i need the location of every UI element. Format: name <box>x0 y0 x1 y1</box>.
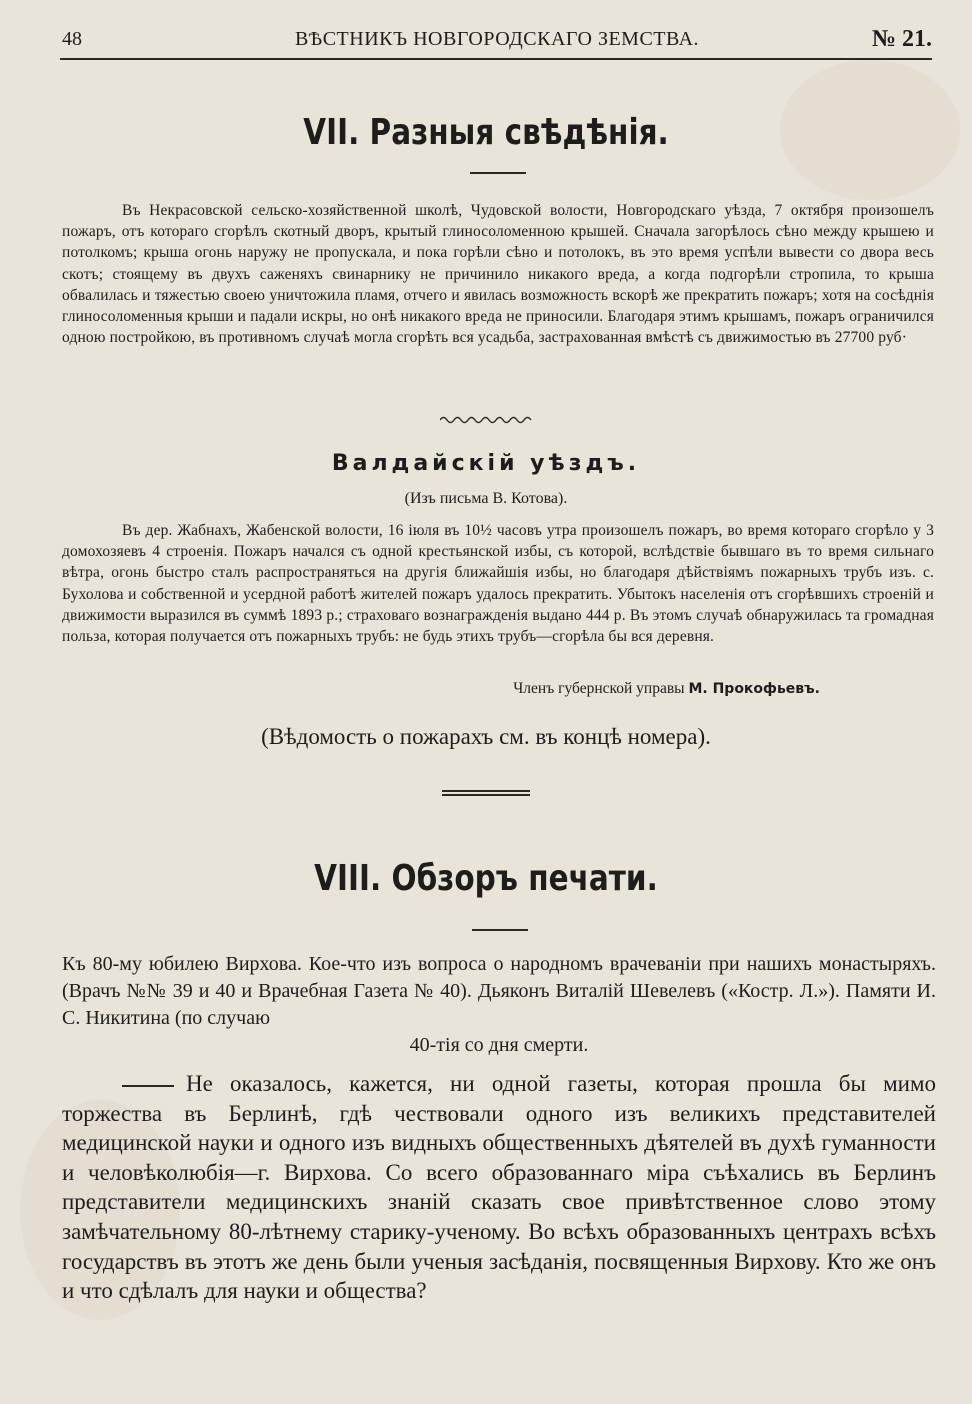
title-underline <box>472 929 528 931</box>
em-dash-lead <box>122 1085 174 1087</box>
section-title-misc: VII. Разныя свѣдѣнія. <box>303 112 669 153</box>
subsection-source: (Изъ письма В. Котова). <box>404 490 568 507</box>
paragraph-virchow <box>62 1069 936 1306</box>
contents-last-line: 40-тія со дня смерти. <box>409 1034 589 1056</box>
press-review-contents <box>62 951 936 1059</box>
paragraph-zhabny-fire: Въ дер. Жабнахъ, Жабенской волости, 16 іюля въ 10½ часовъ утра произошелъ пожаръ, во время котораго сгорѣло у 3 домохозяевъ 4 строенія. Пожаръ начался съ одной крестьянской избы, съ которой, вслѣдствіе бывшаго въ то время сильнаго вѣтра, огонь быстро сталъ распространяться на другія ближайшія избы, но благодаря дѣйствіямъ пожарныхъ трубъ изъ. с. Бухолова и собственной и усердной работѣ жителей пожаръ удалось прекратить. Убытокъ населенія отъ сгорѣвшихъ строеній и движимости выразился въ суммѣ 1893 р.; страховаго вознагражденія выдано 444 р. Въ этомъ случаѣ обнаружилась та громадная польза, которая получается отъ пожарныхъ трубъ: не будь этихъ трубъ—сгорѣла бы вся деревня. <box>62 522 934 646</box>
section-title-press-review: VIII. Обзоръ печати. <box>314 858 658 899</box>
contents-main: Къ 80-му юбилею Вирхова. Кое-что изъ вопроса о народномъ врачеваніи при нашихъ монастыряхъ. (Врачъ №№ 39 и 40 и Врачебная Газета № 40). Дьяконъ Виталій Шевелевъ («Костр. Л.»). Памяти И. С. Никитина (по случаю <box>62 953 936 1029</box>
double-rule-divider <box>442 790 530 796</box>
journal-title: ВѢСТНИКЪ НОВГОРОДСКАГО ЗЕМСТВА. <box>294 28 700 50</box>
virchow-text: Не оказалось, кажется, ни одной газеты, которая прошла бы мимо торжества въ Берлинѣ, гдѣ чествовали одного изъ великихъ представителей медицинской науки и одного изъ видныхъ общественныхъ дѣятелей въ духѣ гуманности и человѣколюбія—г. Вирхова. Со всего образованнаго міра съѣхались въ Берлинъ представители медицинскихъ знаній сказать свое привѣтственное слово этому замѣчательному 80-лѣтнему старику-ученому. Во всѣхъ образованныхъ центрахъ всѣхъ государствъ въ этотъ же день были ученыя засѣданія, посвященныя Вирхову. Кто же онъ и что сдѣлалъ для науки и общества? <box>62 1071 936 1304</box>
signature <box>513 680 820 698</box>
page-number: 48 <box>62 28 82 50</box>
paragraph-nekrasovo-fire: Въ Некрасовской сельско-хозяйственной школѣ, Чудовской волости, Новгородскаго уѣзда, 7 октября произошелъ пожаръ, отъ котораго сгорѣлъ скотный дворъ, крытый глиносоломенною крышей. Сначала загорѣлось сѣно между крышею и потолкомъ; крыша огонь наружу не пропускала, и пока горѣли сѣно и потолокъ, въ это время успѣли вывести со двора весь скотъ; стоящему въ двухъ саженяхъ свинарнику не причинило никакого вреда, а когда подгорѣли стропила, то крыша обвалилась и тяжестью своею уничтожила пламя, отчего и явилась возможность вскорѣ же прекратить пожаръ; хотя на сосѣднія глиносоломенныя крыши и падали искры, но онѣ никакого вреда не приносили. Благодаря этимъ крышамъ, пожаръ ограничился одною постройкою, въ противномъ случаѣ могла сгорѣть вся усадьба, застрахованная вмѣстѣ съ движимостью въ 27700 руб· <box>62 202 934 347</box>
signature-prefix: Членъ губернской управы <box>513 680 685 697</box>
fire-report-note: (Вѣдомость о пожарахъ см. въ концѣ номера). <box>261 724 711 749</box>
running-header <box>62 26 932 56</box>
signature-name: М. Прокофьевъ. <box>688 681 820 697</box>
header-rule <box>60 58 932 60</box>
title-underline <box>470 172 526 174</box>
wave-divider <box>440 413 534 427</box>
subsection-title-valdai: Валдайскій уѣздъ. <box>331 451 641 476</box>
issue-number: № 21. <box>871 26 932 52</box>
